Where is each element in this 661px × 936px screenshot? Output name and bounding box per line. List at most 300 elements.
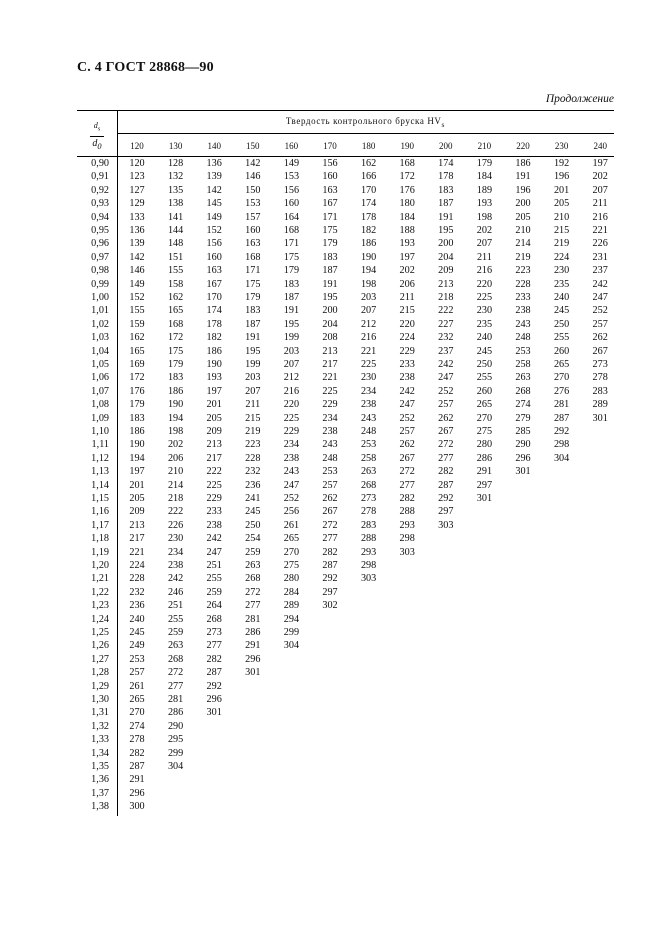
value-cell: 225	[283, 412, 300, 424]
value-cell: 270	[283, 546, 300, 558]
ratio-numerator-subscript: s	[97, 125, 101, 133]
value-cell: 268	[167, 653, 184, 665]
table-row	[77, 170, 614, 183]
ratio-cell: 1,34	[91, 747, 109, 759]
value-cell: 210	[167, 466, 184, 478]
table-row	[77, 211, 614, 224]
value-cell: 183	[129, 412, 145, 424]
value-cell: 238	[167, 560, 184, 571]
value-cell: 179	[129, 399, 145, 411]
ratio-cell: 1,02	[91, 318, 109, 330]
table-row	[77, 438, 614, 451]
value-cell: 245	[245, 506, 261, 518]
value-cell: 197	[129, 466, 145, 478]
value-cell: 229	[283, 426, 300, 437]
value-cell: 183	[167, 372, 184, 384]
value-cell: 213	[322, 345, 338, 357]
table-row	[77, 559, 614, 572]
ratio-cell: 1,21	[91, 573, 109, 585]
value-cell: 220	[399, 318, 415, 330]
value-cell: 209	[206, 426, 222, 437]
value-cell: 268	[206, 613, 222, 625]
column-header: 230	[554, 141, 569, 151]
ratio-cell: 1,04	[91, 345, 109, 357]
value-cell: 265	[283, 533, 300, 545]
hardness-group-header-subscript: s	[441, 119, 446, 129]
value-cell: 297	[438, 506, 454, 518]
table-row	[77, 773, 614, 786]
ratio-cell: 1,35	[91, 761, 109, 772]
value-cell: 257	[322, 479, 338, 491]
value-cell: 197	[592, 158, 608, 169]
value-cell: 201	[206, 399, 222, 411]
ratio-cell: 1,05	[91, 359, 109, 370]
value-cell: 214	[515, 238, 531, 250]
value-cell: 162	[360, 158, 377, 169]
value-cell: 245	[553, 305, 570, 317]
value-cell: 282	[206, 653, 222, 665]
value-cell: 296	[129, 787, 145, 799]
value-cell: 225	[322, 385, 338, 397]
value-cell: 175	[283, 251, 300, 263]
value-cell: 247	[399, 399, 415, 411]
value-cell: 268	[360, 479, 377, 491]
value-cell: 300	[129, 801, 145, 813]
table-row	[77, 572, 614, 585]
table-row	[77, 505, 614, 518]
value-cell: 211	[399, 292, 415, 303]
value-cell: 277	[399, 479, 415, 491]
value-cell: 188	[399, 225, 415, 236]
value-cell: 207	[283, 359, 300, 370]
value-cell: 170	[206, 292, 222, 303]
value-cell: 221	[322, 372, 338, 384]
value-cell: 224	[553, 251, 570, 263]
value-cell: 211	[476, 251, 492, 263]
value-cell: 203	[283, 345, 300, 357]
value-cell: 129	[129, 198, 145, 210]
value-cell: 210	[553, 211, 570, 223]
value-cell: 204	[322, 318, 338, 330]
ratio-cell: 1,01	[91, 305, 109, 317]
column-header: 220	[516, 141, 530, 151]
value-cell: 151	[167, 251, 184, 263]
ratio-cell: 0,95	[91, 225, 109, 236]
value-cell: 205	[206, 412, 222, 424]
value-cell: 291	[245, 640, 261, 652]
value-cell: 243	[283, 466, 300, 478]
value-cell: 243	[322, 439, 338, 451]
value-cell: 228	[129, 573, 145, 585]
value-cell: 186	[129, 426, 145, 437]
ratio-cell: 0,98	[91, 265, 109, 277]
value-cell: 262	[438, 412, 454, 424]
value-cell: 157	[245, 211, 261, 223]
value-cell: 265	[129, 694, 145, 705]
value-cell: 191	[438, 211, 454, 223]
value-cell: 218	[438, 292, 454, 303]
ratio-numerator	[77, 120, 117, 135]
ratio-cell: 1,08	[91, 399, 109, 411]
value-cell: 228	[515, 278, 531, 290]
table-row	[77, 733, 614, 746]
value-cell: 219	[553, 238, 570, 250]
value-cell: 247	[438, 372, 454, 384]
value-cell: 270	[129, 707, 145, 719]
value-cell: 199	[283, 332, 300, 344]
value-cell: 226	[592, 238, 608, 250]
value-cell: 261	[283, 519, 300, 531]
value-cell: 241	[245, 493, 261, 504]
value-cell: 235	[553, 278, 570, 290]
value-cell: 167	[206, 278, 222, 290]
ratio-cell: 1,20	[91, 560, 109, 571]
ratio-cell: 0,91	[91, 171, 109, 183]
value-cell: 281	[553, 399, 570, 411]
value-cell: 284	[283, 586, 300, 598]
value-cell: 275	[283, 560, 300, 571]
value-cell: 303	[399, 546, 415, 558]
value-cell: 179	[476, 158, 493, 169]
value-cell: 156	[206, 238, 222, 250]
value-cell: 254	[245, 533, 261, 545]
ratio-cell: 1,24	[91, 613, 109, 625]
value-cell: 301	[476, 493, 493, 504]
value-cell: 255	[476, 372, 493, 384]
value-cell: 153	[283, 171, 300, 183]
value-cell: 205	[129, 493, 145, 504]
value-cell: 207	[592, 184, 608, 196]
value-cell: 268	[515, 385, 531, 397]
value-cell: 264	[206, 600, 222, 612]
value-cell: 205	[515, 211, 531, 223]
ratio-cell: 1,07	[91, 385, 109, 397]
value-cell: 225	[206, 479, 222, 491]
value-cell: 200	[438, 238, 454, 250]
ratio-cell: 1,10	[91, 426, 109, 437]
value-cell: 232	[129, 586, 145, 598]
value-cell: 301	[206, 707, 222, 719]
value-cell: 169	[129, 359, 145, 370]
value-cell: 156	[283, 184, 300, 196]
value-cell: 252	[399, 412, 415, 424]
value-cell: 150	[245, 184, 261, 196]
value-cell: 242	[206, 533, 222, 545]
table-row	[77, 626, 614, 639]
value-cell: 273	[360, 493, 377, 504]
value-cell: 301	[592, 412, 608, 424]
value-cell: 204	[438, 251, 454, 263]
value-cell: 191	[515, 171, 531, 183]
value-cell: 210	[515, 225, 531, 236]
page-header-title: С. 4 ГОСТ 28868—90	[77, 60, 214, 75]
table-row	[77, 479, 614, 492]
value-cell: 178	[360, 211, 377, 223]
value-cell: 303	[438, 519, 454, 531]
value-cell: 248	[515, 332, 531, 344]
value-cell: 299	[283, 627, 300, 638]
table-row	[77, 492, 614, 505]
value-cell: 229	[399, 345, 415, 357]
value-cell: 287	[129, 761, 145, 772]
value-cell: 139	[129, 238, 145, 250]
value-cell: 211	[245, 399, 261, 411]
value-cell: 270	[476, 412, 493, 424]
value-cell: 298	[399, 533, 415, 545]
ratio-cell: 1,15	[91, 493, 109, 504]
value-cell: 139	[206, 171, 222, 183]
value-cell: 282	[399, 493, 415, 504]
ratio-denominator	[92, 138, 101, 149]
column-header: 200	[439, 141, 453, 151]
ratio-cell: 1,28	[91, 667, 109, 679]
ratio-numerator-symbol: d	[93, 121, 98, 130]
ratio-denominator-subscript: 0	[97, 141, 102, 151]
value-cell: 138	[167, 198, 184, 210]
value-cell: 250	[553, 318, 570, 330]
value-cell: 158	[167, 278, 184, 290]
value-cell: 209	[438, 265, 454, 277]
value-cell: 176	[129, 385, 145, 397]
table-row	[77, 532, 614, 545]
table-row	[77, 385, 614, 398]
value-cell: 242	[438, 359, 454, 370]
value-cell: 283	[592, 385, 608, 397]
value-cell: 263	[360, 466, 377, 478]
value-cell: 261	[129, 680, 145, 692]
value-cell: 236	[129, 600, 145, 612]
ratio-cell: 0,93	[91, 198, 109, 210]
table-row	[77, 184, 614, 197]
value-cell: 304	[167, 761, 184, 772]
value-cell: 217	[322, 359, 338, 370]
value-cell: 193	[399, 238, 415, 250]
value-cell: 257	[592, 318, 608, 330]
value-cell: 257	[399, 426, 415, 437]
table-row	[77, 371, 614, 384]
value-cell: 193	[476, 198, 493, 210]
value-cell: 213	[438, 278, 454, 290]
value-cell: 216	[283, 385, 300, 397]
ratio-cell: 1,29	[91, 680, 109, 692]
value-cell: 237	[592, 265, 608, 277]
table-top-rule	[77, 110, 614, 111]
value-cell: 174	[360, 198, 377, 210]
column-header: 120	[130, 141, 144, 151]
value-cell: 190	[129, 439, 145, 451]
ratio-column-header	[77, 120, 117, 152]
value-cell: 292	[553, 426, 570, 437]
value-cell: 229	[206, 493, 222, 504]
ratio-cell: 1,30	[91, 694, 109, 705]
value-cell: 274	[129, 720, 145, 732]
value-cell: 175	[322, 225, 338, 236]
value-cell: 272	[399, 466, 415, 478]
value-cell: 183	[245, 305, 261, 317]
ratio-cell: 1,23	[91, 600, 109, 612]
value-cell: 172	[167, 332, 184, 344]
hardness-group-header-text: Твердость контрольного бруска HV	[285, 116, 442, 126]
value-cell: 212	[360, 318, 377, 330]
value-cell: 160	[322, 171, 338, 183]
ratio-fraction-bar	[90, 136, 104, 137]
ratio-cell: 1,32	[91, 720, 109, 732]
value-cell: 172	[399, 171, 415, 183]
value-cell: 262	[399, 439, 415, 451]
ratio-cell: 0,94	[91, 211, 109, 223]
value-cell: 153	[245, 198, 261, 210]
value-cell: 297	[322, 586, 338, 598]
value-cell: 195	[322, 292, 338, 303]
ratio-cell: 0,96	[91, 238, 109, 250]
value-cell: 238	[399, 372, 415, 384]
value-cell: 281	[245, 613, 261, 625]
value-cell: 265	[553, 359, 570, 370]
value-cell: 286	[476, 452, 493, 464]
value-cell: 198	[476, 211, 493, 223]
value-cell: 221	[360, 345, 377, 357]
ratio-cell: 1,16	[91, 506, 109, 518]
value-cell: 187	[283, 292, 300, 303]
value-cell: 256	[283, 506, 300, 518]
value-cell: 267	[322, 506, 338, 518]
table-row	[77, 157, 614, 170]
value-cell: 191	[245, 332, 261, 344]
table-row	[77, 331, 614, 344]
ratio-cell: 1,25	[91, 627, 109, 638]
value-cell: 205	[553, 198, 570, 210]
table-row	[77, 304, 614, 317]
value-cell: 222	[167, 506, 184, 518]
value-cell: 251	[167, 600, 184, 612]
value-cell: 198	[360, 278, 377, 290]
value-cell: 277	[322, 533, 338, 545]
value-cell: 222	[206, 466, 222, 478]
column-header: 240	[593, 141, 607, 151]
value-cell: 262	[592, 332, 608, 344]
value-cell: 164	[283, 211, 300, 223]
ratio-cell: 0,97	[91, 251, 109, 263]
value-cell: 202	[399, 265, 415, 277]
value-cell: 240	[553, 292, 570, 303]
value-cell: 287	[322, 560, 338, 571]
value-cell: 142	[206, 184, 222, 196]
value-cell: 216	[592, 211, 608, 223]
table-row	[77, 398, 614, 411]
ratio-cell: 1,00	[91, 292, 109, 303]
value-cell: 178	[438, 171, 454, 183]
value-cell: 296	[206, 694, 222, 705]
value-cell: 255	[167, 613, 184, 625]
value-cell: 274	[515, 399, 531, 411]
value-cell: 243	[515, 318, 531, 330]
value-cell: 149	[129, 278, 145, 290]
value-cell: 219	[515, 251, 531, 263]
value-cell: 160	[206, 251, 222, 263]
value-cell: 199	[245, 359, 261, 370]
value-cell: 202	[592, 171, 608, 183]
value-cell: 268	[245, 573, 261, 585]
table-row	[77, 546, 614, 559]
table-row	[77, 653, 614, 666]
value-cell: 290	[515, 439, 531, 451]
table-row	[77, 358, 614, 371]
value-cell: 236	[245, 479, 261, 491]
value-cell: 198	[167, 426, 184, 437]
value-cell: 201	[553, 184, 570, 196]
value-cell: 196	[553, 171, 570, 183]
table-row	[77, 720, 614, 733]
value-cell: 224	[129, 560, 145, 571]
value-cell: 226	[167, 519, 184, 531]
value-cell: 230	[360, 372, 377, 384]
value-cell: 278	[592, 372, 608, 384]
value-cell: 230	[476, 305, 493, 317]
value-cell: 186	[360, 238, 377, 250]
value-cell: 175	[167, 345, 184, 357]
value-cell: 298	[360, 560, 377, 571]
value-cell: 252	[438, 385, 454, 397]
value-cell: 160	[245, 225, 261, 236]
value-cell: 212	[283, 372, 300, 384]
value-cell: 285	[515, 426, 531, 437]
value-cell: 175	[245, 278, 261, 290]
value-cell: 263	[245, 560, 261, 571]
column-header: 160	[284, 141, 299, 151]
value-cell: 206	[167, 452, 184, 464]
value-cell: 179	[322, 238, 338, 250]
value-cell: 215	[245, 412, 261, 424]
value-cell: 267	[399, 452, 415, 464]
value-cell: 291	[129, 774, 145, 786]
value-cell: 223	[245, 439, 261, 451]
value-cell: 190	[360, 251, 377, 263]
value-cell: 273	[592, 359, 608, 370]
value-cell: 194	[167, 412, 184, 424]
value-cell: 296	[245, 653, 261, 665]
value-cell: 168	[283, 225, 300, 236]
table-row	[77, 237, 614, 250]
value-cell: 207	[360, 305, 377, 317]
value-cell: 240	[476, 332, 493, 344]
table-row	[77, 680, 614, 693]
value-cell: 213	[129, 519, 145, 531]
group-header-rule	[117, 133, 614, 134]
value-cell: 146	[245, 171, 261, 183]
column-header: 150	[246, 141, 260, 151]
value-cell: 166	[360, 171, 377, 183]
value-cell: 230	[167, 533, 184, 545]
table-row	[77, 519, 614, 532]
hardness-group-header	[117, 116, 614, 129]
value-cell: 289	[592, 399, 608, 411]
table-row	[77, 800, 614, 813]
value-cell: 179	[245, 292, 261, 303]
value-cell: 209	[129, 506, 145, 518]
value-cell: 287	[553, 412, 570, 424]
value-cell: 242	[167, 573, 184, 585]
value-cell: 272	[245, 586, 261, 598]
value-cell: 298	[553, 439, 570, 451]
value-cell: 292	[438, 493, 454, 504]
value-cell: 144	[167, 225, 184, 236]
ratio-cell: 1,36	[91, 774, 109, 786]
column-header: 140	[207, 141, 221, 151]
value-cell: 234	[167, 546, 184, 558]
value-cell: 288	[360, 533, 377, 545]
column-header: 170	[323, 141, 337, 151]
ratio-cell: 1,03	[91, 332, 109, 344]
